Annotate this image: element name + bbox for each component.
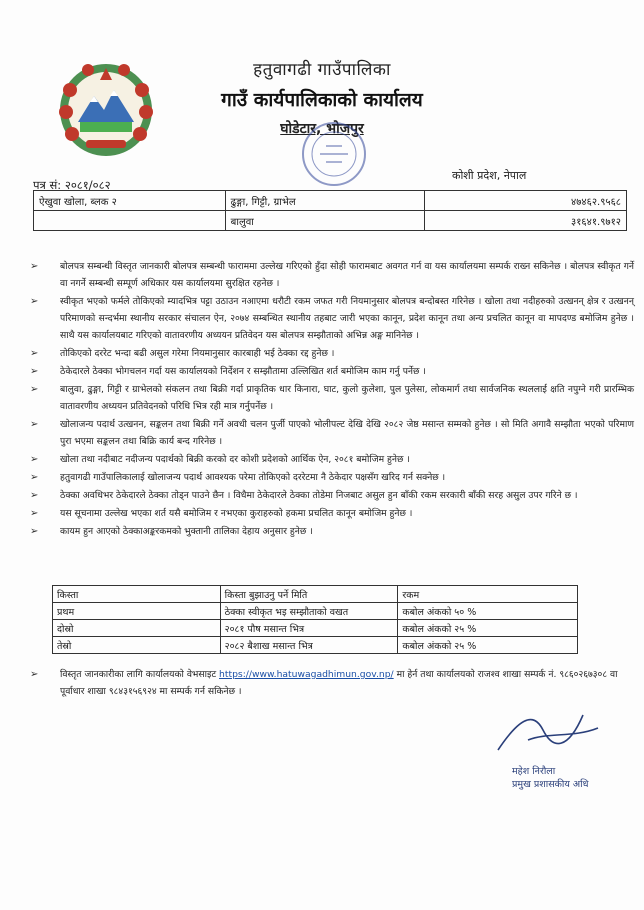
table-row	[34, 211, 627, 231]
arrow-bullet-icon: ➢	[30, 490, 39, 501]
list-item-text: खोलाजन्य पदार्थ उत्खनन, सङ्कलन तथा बिक्री गर्ने अवधी चलन पुर्जी पाएको भोलीपल्ट देखि देखि २०८२ जेष्ठ मसान्त सम्मको हुनेछ । सो मिति अगावै सम्झौता भएको परिमाण पुरा भएमा सङ्कलन तथा बिक्रि कार्य बन्द गरिनेछ ।	[60, 419, 634, 447]
list-item	[30, 345, 634, 362]
arrow-bullet-icon: ➢	[30, 472, 39, 483]
column-header: किस्ता बुझाउनु पर्ने मिति	[220, 586, 398, 603]
list-item	[30, 293, 634, 344]
contact-text-before: विस्तृत जानकारीका लागि कार्यालयको वेभसाइट	[60, 669, 217, 680]
table-row	[34, 191, 627, 211]
list-item	[30, 258, 634, 292]
arrow-bullet-icon: ➢	[30, 508, 39, 519]
list-item	[30, 416, 634, 450]
table-cell	[34, 211, 226, 231]
table-cell: ४७४६२.९५६८	[425, 191, 627, 211]
office-stamp-icon	[300, 120, 368, 188]
table-cell: ठेक्का स्वीकृत भइ सम्झौताको वखत	[220, 603, 398, 620]
signatory-name: महेश निरौला	[512, 766, 556, 777]
table-cell: ३१६४१.९७१२	[425, 211, 627, 231]
table-row	[53, 637, 578, 654]
table-cell: कबोल अंकको २५ %	[398, 620, 578, 637]
list-item	[30, 469, 634, 486]
table-cell: दोस्रो	[53, 620, 221, 637]
arrow-bullet-icon: ➢	[30, 526, 39, 537]
list-item	[30, 363, 634, 380]
office-title: गाउँ कार्यपालिकाको कार्यालय	[221, 89, 423, 111]
signature-icon	[488, 700, 608, 760]
list-item-text: बोलपत्र सम्बन्धी विस्तृत जानकारी बोलपत्र सम्बन्धी फाराममा उल्लेख गरिएको हुँदा सोही फारामबाट अवगत गर्न वा यस कार्यालयमा सम्पर्क राख्न सकिनेछ । बोलपत्र स्वीकृत गर्ने वा नगर्ने सम्बन्धी सम्पूर्ण अधिकार यस कार्यालयमा सुरक्षित रहनेछ ।	[60, 261, 634, 289]
arrow-bullet-icon: ➢	[30, 384, 39, 395]
table-cell: २०८२ बैशाख मसान्त भित्र	[220, 637, 398, 654]
arrow-bullet-icon: ➢	[30, 454, 39, 465]
table-cell: ऐखुवा खोला, ब्लक २	[34, 191, 226, 211]
list-item	[30, 505, 634, 522]
table-cell: २०८१ पौष मसान्त भित्र	[220, 620, 398, 637]
table-cell: ढुङ्गा, गिट्टी, ग्राभेल	[225, 191, 425, 211]
signatory-title: प्रमुख प्रशासकीय अधि	[512, 779, 589, 790]
column-header: किस्ता	[53, 586, 221, 603]
list-item-text: बालुवा, ढुङ्गा, गिट्टी र ग्राभेलको संकलन तथा बिक्री गर्दा प्राकृतिक धार किनारा, घाट, कुलो कुलेशा, पुल पुलेसा, लोकमार्ग तथा सार्वजनिक स्थललाई क्षति नपुग्ने गरी प्रारम्भिक वातावरणीय अध्ययन प्रतिवेदनको परिधि भित्र रही मात्र गर्नुपर्नेछ ।	[60, 384, 634, 412]
contact-text-after: मा हेर्न तथा कार्यालयको राजश्व शाखा सम्पर्क नं. ९८६०२६७३०८ वा पूर्वाधार शाखा ९८४३१५६९२४ मा सम्पर्क गर्न सकिनेछ ।	[60, 669, 618, 697]
website-link[interactable]: https://www.hatuwagadhimun.gov.np/	[219, 669, 394, 680]
site-quantity-table	[33, 190, 627, 231]
arrow-bullet-icon: ➢	[30, 669, 39, 680]
table-header-row	[53, 586, 578, 603]
table-cell: कबोल अंकको ५० %	[398, 603, 578, 620]
list-item-text: खोला तथा नदीबाट नदीजन्य पदार्थको बिक्री करको दर कोशी प्रदेशको आर्थिक ऐन, २०८१ बमोजिम हुनेछ ।	[60, 454, 410, 465]
arrow-bullet-icon: ➢	[30, 296, 39, 307]
list-item-text: यस सूचनामा उल्लेख भएका शर्त यसै बमोजिम र नभएका कुराहरुको हकमा प्रचलित कानून बमोजिम हुनेछ ।	[60, 508, 413, 519]
table-cell: प्रथम	[53, 603, 221, 620]
payment-schedule-table	[52, 585, 578, 654]
list-item-text: ठेकेदारले ठेक्का भोगचलन गर्दा यस कार्यालयको निर्देशन र सम्झौतामा उल्लिखित शर्त बमोजिम काम गर्नु पर्नेछ ।	[60, 366, 426, 377]
arrow-bullet-icon: ➢	[30, 261, 39, 272]
list-item-text: हतुवागढी गाउँपालिकालाई खोलाजन्य पदार्थ आवश्यक परेमा तोकिएको दररेटमा नै ठेकेदार पक्षसँग खरिद गर्न सक्नेछ ।	[60, 472, 446, 483]
table-cell: बालुवा	[225, 211, 425, 231]
arrow-bullet-icon: ➢	[30, 419, 39, 430]
list-item-text: तोकिएको दररेट भन्दा बढी असुल गरेमा नियमानुसार कारबाही भई ठेक्का रद्द हुनेछ ।	[60, 348, 335, 359]
list-item-text: स्वीकृत भएको फर्मले तोकिएको म्यादभित्र पट्टा उठाउन नआएमा धरौटी रकम जफत गरी नियमानुसार बोलपत्र बन्दोबस्त गरिनेछ । खोला तथा नदीहरुको उत्खनन् क्षेत्र र उत्खनन् परिमाणको सन्दर्भमा स्थानीय सरकार संचालन ऐन, २०७४ सम्बन्धित स्थानीय तहबाट जारी भएका कानून, प्रदेश कानून तथा अन्य प्रचलित कानून वा मापदण्ड बमोजिम हुनेछ । साथै यस कार्यालयबाट गरिएको वातावरणीय अध्ययन प्रतिवेदन यस बोलपत्र सम्झौताको अभिन्न अङ्ग मानिनेछ ।	[60, 296, 634, 341]
list-item	[30, 451, 634, 468]
list-item	[30, 381, 634, 415]
table-row	[53, 620, 578, 637]
contact-note	[30, 666, 634, 700]
table-cell: तेस्रो	[53, 637, 221, 654]
letter-number: पत्र सं: २०८१/०८२	[33, 178, 111, 192]
column-header: रकम	[398, 586, 578, 603]
list-item-text: कायम हुन आएको ठेक्काअङ्करकमको भुक्तानी तालिका देहाय अनुसार हुनेछ ।	[60, 526, 313, 537]
arrow-bullet-icon: ➢	[30, 366, 39, 377]
office-name: हतुवागढी गाउँपालिका	[253, 60, 391, 80]
office-address: घोडेटार, भोजपुर	[280, 121, 364, 137]
arrow-bullet-icon: ➢	[30, 348, 39, 359]
table-cell: कबोल अंकको २५ %	[398, 637, 578, 654]
table-row	[53, 603, 578, 620]
conditions-list	[30, 258, 634, 541]
list-item-text: ठेक्का अवधिभर ठेकेदारले ठेक्का तोड्न पाउने छैन । विधैमा ठेकेदारले ठेक्का तोडेमा निजबाट असुल हुन बाँकी रकम सरकारी बाँकी सरह असुल उपर गरिने छ ।	[60, 490, 578, 501]
list-item	[30, 523, 634, 540]
province-label: कोशी प्रदेश, नेपाल	[452, 169, 527, 182]
list-item	[30, 487, 634, 504]
